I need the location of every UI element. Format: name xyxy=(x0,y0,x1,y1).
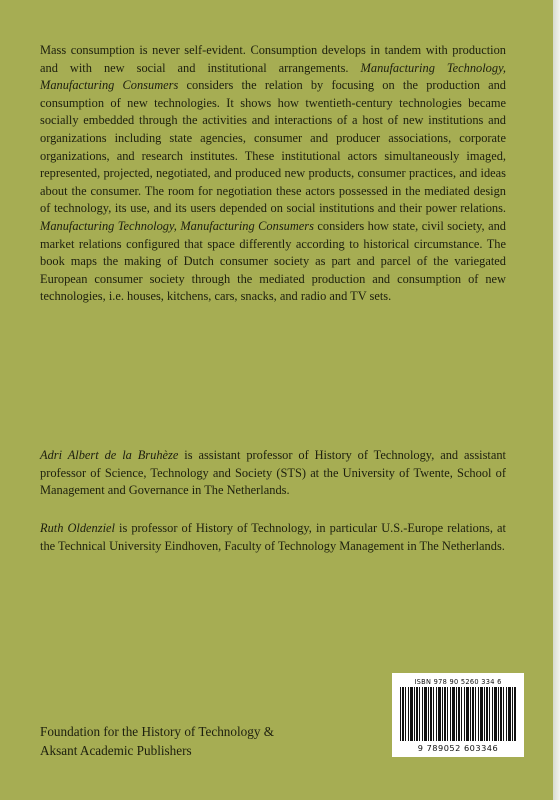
page-edge xyxy=(553,0,560,800)
description-paragraph xyxy=(40,42,506,306)
author-name: Ruth Oldenziel xyxy=(40,521,115,535)
description-sentence: Mass consumption is never self-evident. Consumption develops in tandem with production and with new social and institutional arrangements. xyxy=(40,43,506,75)
barcode-bars xyxy=(400,687,516,741)
book-title: Manufacturing Technology, Manufacturing Consumers xyxy=(40,60,506,93)
author-bio-1 xyxy=(40,447,506,500)
description-sentence: considers the relation by focusing on the production and consumption of new technologies. It shows how twentieth-century technologies became socially embedded through the activities and interactions of a host of new institutions and organizations including state agencies, consumer and producer associations, corporate organizations, and research institutes. These institutional actors simultaneously imaged, represented, projected, negotiated, and produced new products, consumer practices, and ideas about the consumer. The room for negotiation these actors possessed in the mediated design of technology, its use, and its users depended on social institutions and their power relations. xyxy=(40,78,506,216)
publisher-block xyxy=(40,722,360,760)
publisher-line: Foundation for the History of Technology & xyxy=(40,724,274,739)
barcode-digits: 9 789052 603346 xyxy=(417,743,499,753)
description-sentence: considers how state, civil society, and market relations configured that space differently according to historical circumstance. The book maps the making of Dutch consumer society as part and parcel of the variegated European consumer society through the mediated production and consumption of new technologies, i.e. houses, kitchens, cars, snacks, and radio and TV sets. xyxy=(40,218,506,304)
author-description: is assistant professor of History of Technology, and assistant professor of Science, Technology and Society (STS) at the University of Twente, School of Management and Governance in The Netherlands. xyxy=(40,448,506,498)
author-bio-text xyxy=(40,447,506,500)
book-description xyxy=(40,42,506,306)
author-description: is professor of History of Technology, in particular U.S.-Europe relations, at the Technical University Eindhoven, Faculty of Technology Management in The Netherlands. xyxy=(40,521,506,553)
author-bio-2 xyxy=(40,520,506,555)
isbn-label: ISBN 978 90 5260 334 6 xyxy=(414,678,502,686)
book-title: Manufacturing Technology, Manufacturing Consumers xyxy=(40,218,314,233)
author-name: Adri Albert de la Bruhèze xyxy=(40,448,179,462)
author-bio-text xyxy=(40,520,506,555)
barcode xyxy=(392,673,524,757)
publisher-line: Aksant Academic Publishers xyxy=(40,743,192,758)
